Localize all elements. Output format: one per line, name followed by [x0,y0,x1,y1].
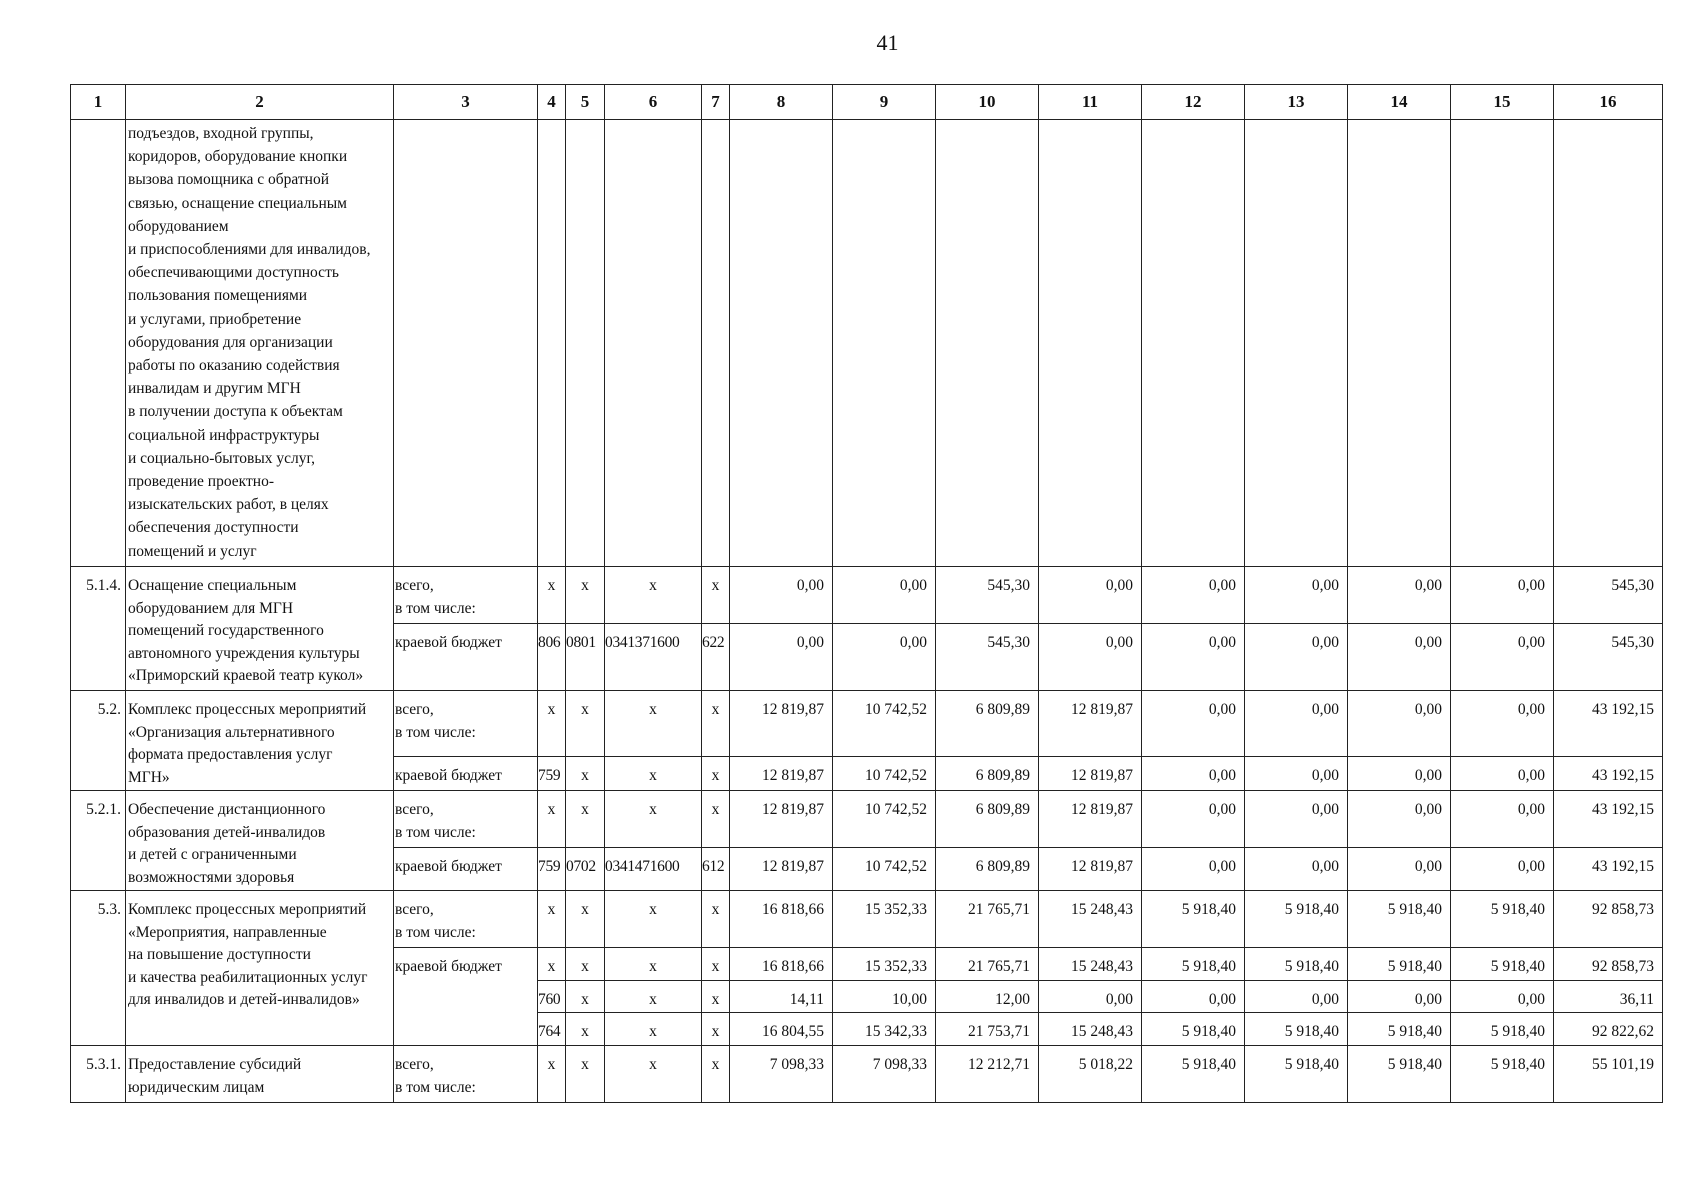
code-c6: x [605,691,702,757]
code-c7: x [702,891,730,948]
amount-cell: 5 918,40 [1348,1046,1451,1103]
funding-source: краевой бюджет [394,757,538,791]
code-c7: x [702,757,730,791]
table-body [71,120,1663,1103]
amount-cell: 0,00 [1245,981,1348,1013]
amount-cell: 0,00 [1245,567,1348,624]
amount-cell: 12 819,87 [730,757,833,791]
header-row [71,85,1663,120]
budget-table [70,84,1663,1103]
amount-cell: 10 742,52 [833,757,936,791]
code-c4: x [538,791,566,848]
amount-cell: 6 809,89 [936,791,1039,848]
code-c6: x [605,981,702,1013]
amount-cell: 43 192,15 [1554,848,1663,891]
amount-cell: 10 742,52 [833,791,936,848]
code-c5: x [566,757,605,791]
amount-cell: 0,00 [730,624,833,691]
column-header: 7 [702,85,730,120]
code-c4: 806 [538,624,566,691]
column-header: 16 [1554,85,1663,120]
amount-cell: 5 918,40 [1142,891,1245,948]
code-c6: x [605,1013,702,1046]
amount-cell: 10,00 [833,981,936,1013]
amount-cell: 15 342,33 [833,1013,936,1046]
amount-cell: 6 809,89 [936,848,1039,891]
amount-cell: 5 918,40 [1245,891,1348,948]
code-c7: 612 [702,848,730,891]
code-c7: x [702,981,730,1013]
code-c4: 759 [538,757,566,791]
section-id: 5.2.1. [71,791,126,891]
amount-cell: 0,00 [1348,691,1451,757]
code-c5: x [566,948,605,981]
amount-cell: 5 918,40 [1245,1046,1348,1103]
amount-cell: 12 819,87 [1039,848,1142,891]
amount-cell: 0,00 [833,567,936,624]
amount-cell: 36,11 [1554,981,1663,1013]
section-name: Оснащение специальным оборудованием для МГН помещений государственного автономного учреждения культуры «Приморский краевой театр кукол» [126,567,394,691]
code-c7: x [702,791,730,848]
column-header: 3 [394,85,538,120]
amount-cell: 5 918,40 [1451,1046,1554,1103]
amount-cell: 0,00 [1142,848,1245,891]
column-header: 8 [730,85,833,120]
section-id: 5.2. [71,691,126,791]
amount-cell: 0,00 [1039,624,1142,691]
code-c4: x [538,567,566,624]
table-row [71,891,1663,948]
column-header: 14 [1348,85,1451,120]
amount-cell: 10 742,52 [833,691,936,757]
code-c6: x [605,757,702,791]
continuation-row [71,120,1663,567]
amount-cell: 5 918,40 [1245,1013,1348,1046]
amount-cell: 5 918,40 [1451,948,1554,981]
code-c7: x [702,1046,730,1103]
code-c6: x [605,567,702,624]
column-header: 12 [1142,85,1245,120]
amount-cell: 5 918,40 [1451,891,1554,948]
amount-cell: 0,00 [1348,567,1451,624]
amount-cell: 0,00 [730,567,833,624]
code-c6: x [605,791,702,848]
amount-cell: 92 858,73 [1554,948,1663,981]
code-c5: x [566,981,605,1013]
section-name: Комплекс процессных мероприятий «Мероприятия, направленные на повышение доступности и качества реабилитационных услуг для инвалидов и детей-инвалидов» [126,891,394,1046]
code-c4: 759 [538,848,566,891]
amount-cell: 12 819,87 [1039,791,1142,848]
table-row [71,1046,1663,1103]
column-header: 2 [126,85,394,120]
column-header: 15 [1451,85,1554,120]
amount-cell: 0,00 [1245,791,1348,848]
code-c5: x [566,791,605,848]
amount-cell: 5 918,40 [1348,948,1451,981]
code-c4: x [538,891,566,948]
page-number: 41 [876,30,899,55]
amount-cell: 545,30 [936,624,1039,691]
amount-cell: 6 809,89 [936,757,1039,791]
amount-cell: 0,00 [1348,791,1451,848]
amount-cell: 7 098,33 [833,1046,936,1103]
amount-cell: 5 918,40 [1348,891,1451,948]
amount-cell: 0,00 [1142,567,1245,624]
section-id: 5.3. [71,891,126,1046]
code-c5: x [566,1046,605,1103]
amount-cell: 0,00 [833,624,936,691]
amount-cell: 15 248,43 [1039,948,1142,981]
code-c6: 0341371600 [605,624,702,691]
amount-cell: 5 918,40 [1142,1013,1245,1046]
amount-cell: 43 192,15 [1554,691,1663,757]
amount-cell: 12 819,87 [730,848,833,891]
amount-cell: 92 822,62 [1554,1013,1663,1046]
table-row [71,791,1663,848]
funding-source: краевой бюджет [394,848,538,891]
amount-cell: 0,00 [1245,848,1348,891]
amount-cell: 0,00 [1142,624,1245,691]
table-row [71,691,1663,757]
funding-source: всего, в том числе: [394,791,538,848]
amount-cell: 0,00 [1142,791,1245,848]
amount-cell: 21 753,71 [936,1013,1039,1046]
code-c7: x [702,1013,730,1046]
amount-cell: 15 248,43 [1039,891,1142,948]
amount-cell: 0,00 [1142,981,1245,1013]
amount-cell: 0,00 [1245,624,1348,691]
cont-col-1 [71,120,126,567]
code-c6: x [605,948,702,981]
funding-source: краевой бюджет [394,624,538,691]
section-name: Комплекс процессных мероприятий «Организация альтернативного формата предоставления услуг МГН» [126,691,394,791]
amount-cell: 14,11 [730,981,833,1013]
amount-cell: 15 352,33 [833,948,936,981]
column-header: 9 [833,85,936,120]
amount-cell: 0,00 [1245,691,1348,757]
amount-cell: 0,00 [1451,567,1554,624]
code-c4: 764 [538,1013,566,1046]
code-c5: x [566,567,605,624]
code-c7: x [702,567,730,624]
code-c5: x [566,891,605,948]
column-header: 11 [1039,85,1142,120]
amount-cell: 0,00 [1451,791,1554,848]
table-row [71,567,1663,624]
amount-cell: 0,00 [1245,757,1348,791]
amount-cell: 5 018,22 [1039,1046,1142,1103]
amount-cell: 5 918,40 [1245,948,1348,981]
funding-source: всего, в том числе: [394,567,538,624]
column-header: 1 [71,85,126,120]
column-header: 6 [605,85,702,120]
code-c7: x [702,948,730,981]
code-c6: 0341471600 [605,848,702,891]
section-name: Обеспечение дистанционного образования детей-инвалидов и детей с ограниченными возможностями здоровья [126,791,394,891]
amount-cell: 55 101,19 [1554,1046,1663,1103]
code-c7: x [702,691,730,757]
amount-cell: 12 819,87 [730,791,833,848]
column-header: 10 [936,85,1039,120]
amount-cell: 0,00 [1348,624,1451,691]
amount-cell: 15 248,43 [1039,1013,1142,1046]
amount-cell: 0,00 [1451,691,1554,757]
amount-cell: 545,30 [1554,567,1663,624]
code-c5: 0702 [566,848,605,891]
amount-cell: 0,00 [1348,848,1451,891]
column-header: 5 [566,85,605,120]
code-c4: 760 [538,981,566,1013]
amount-cell: 5 918,40 [1142,1046,1245,1103]
section-id: 5.1.4. [71,567,126,691]
amount-cell: 92 858,73 [1554,891,1663,948]
amount-cell: 0,00 [1348,981,1451,1013]
amount-cell: 0,00 [1348,757,1451,791]
amount-cell: 12,00 [936,981,1039,1013]
amount-cell: 0,00 [1451,757,1554,791]
amount-cell: 16 818,66 [730,948,833,981]
funding-source: всего, в том числе: [394,891,538,948]
amount-cell: 12 212,71 [936,1046,1039,1103]
amount-cell: 21 765,71 [936,948,1039,981]
code-c4: x [538,948,566,981]
amount-cell: 21 765,71 [936,891,1039,948]
amount-cell: 43 192,15 [1554,757,1663,791]
amount-cell: 12 819,87 [1039,691,1142,757]
amount-cell: 16 804,55 [730,1013,833,1046]
amount-cell: 16 818,66 [730,891,833,948]
amount-cell: 0,00 [1451,848,1554,891]
code-c5: 0801 [566,624,605,691]
code-c5: x [566,1013,605,1046]
code-c6: x [605,891,702,948]
section-name: Предоставление субсидий юридическим лицам [126,1046,394,1103]
code-c4: x [538,1046,566,1103]
funding-source: всего, в том числе: [394,691,538,757]
amount-cell: 5 918,40 [1142,948,1245,981]
amount-cell: 545,30 [936,567,1039,624]
amount-cell: 545,30 [1554,624,1663,691]
code-c5: x [566,691,605,757]
amount-cell: 15 352,33 [833,891,936,948]
amount-cell: 7 098,33 [730,1046,833,1103]
funding-source: всего, в том числе: [394,1046,538,1103]
amount-cell: 0,00 [1451,624,1554,691]
amount-cell: 5 918,40 [1451,1013,1554,1046]
code-c6: x [605,1046,702,1103]
amount-cell: 0,00 [1039,981,1142,1013]
funding-source: краевой бюджет [394,948,538,1046]
amount-cell: 6 809,89 [936,691,1039,757]
column-header: 13 [1245,85,1348,120]
amount-cell: 10 742,52 [833,848,936,891]
amount-cell: 5 918,40 [1348,1013,1451,1046]
amount-cell: 0,00 [1142,757,1245,791]
code-c4: x [538,691,566,757]
code-c7: 622 [702,624,730,691]
amount-cell: 0,00 [1451,981,1554,1013]
column-header: 4 [538,85,566,120]
section-id: 5.3.1. [71,1046,126,1103]
amount-cell: 12 819,87 [1039,757,1142,791]
amount-cell: 0,00 [1039,567,1142,624]
amount-cell: 43 192,15 [1554,791,1663,848]
amount-cell: 12 819,87 [730,691,833,757]
amount-cell: 0,00 [1142,691,1245,757]
continuation-text: подъездов, входной группы, коридоров, оборудование кнопки вызова помощника с обратной связью, оснащение специальным оборудованием и приспособлениями для инвалидов, обеспечивающими доступность пользования помещениями и услугами, приобретение оборудования для организации работы по оказанию содействия инвалидам и другим МГН в получении доступа к объектам социальной инфраструктуры и социально-бытовых услуг, проведение проектно- изыскательских работ, в целях обеспечения доступности помещений и услуг [126,120,394,567]
